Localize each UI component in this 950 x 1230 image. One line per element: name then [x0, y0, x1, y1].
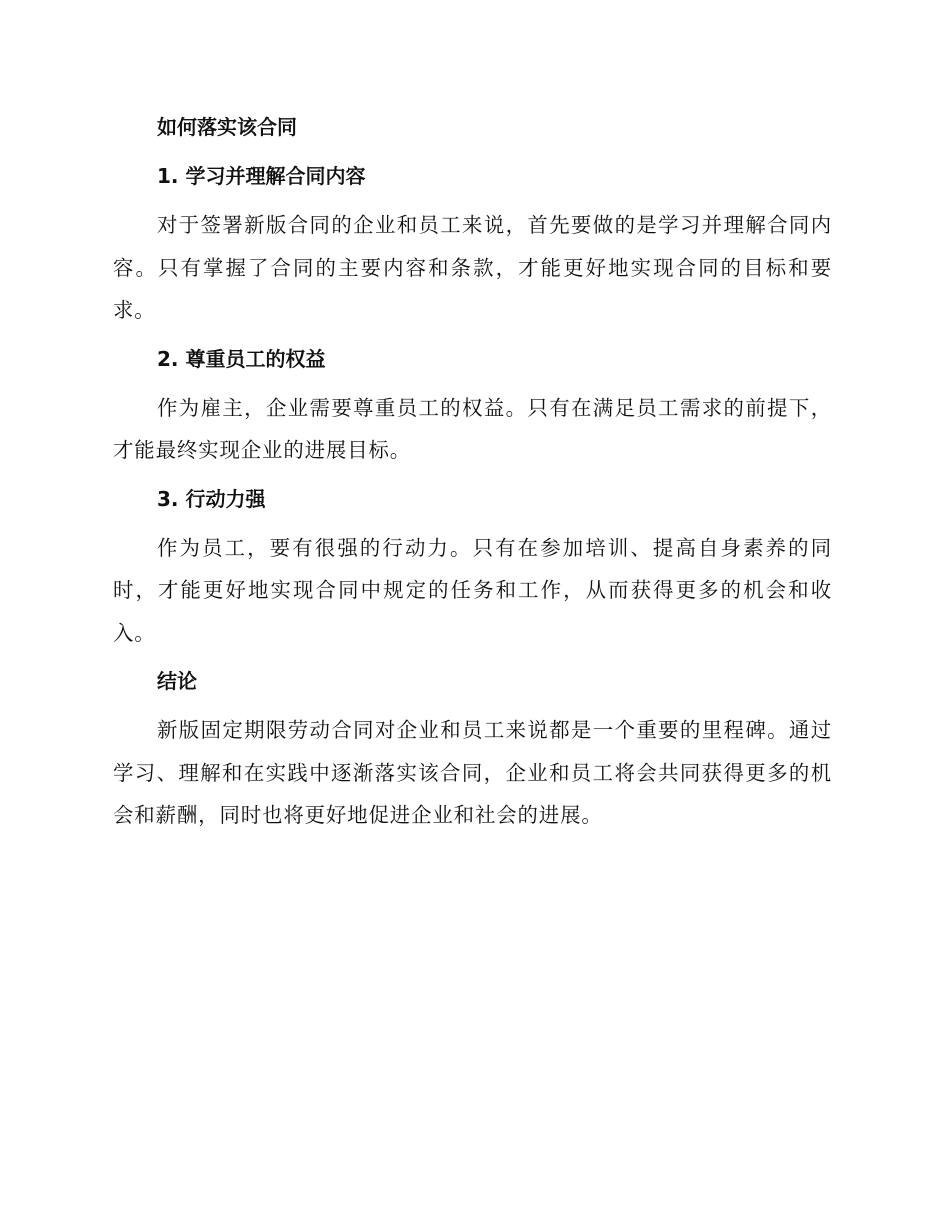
conclusion-heading: 结论: [157, 669, 197, 693]
section-body-3: 作为员工，要有很强的行动力。只有在参加培训、提高自身素养的同时，才能更好地实现合同中规定的任务和工作，从而获得更多的机会和收入。: [113, 535, 832, 645]
section-body-1: 对于签署新版合同的企业和员工来说，首先要做的是学习并理解合同内容。只有掌握了合同的主要内容和条款，才能更好地实现合同的目标和要求。: [113, 213, 832, 322]
section-heading-2: 2. 尊重员工的权益: [157, 346, 326, 371]
section-heading-1: 1. 学习并理解合同内容: [157, 164, 366, 188]
section-heading-3: 3. 行动力强: [157, 486, 266, 511]
conclusion-body: 新版固定期限劳动合同对企业和员工来说都是一个重要的里程碑。通过学习、理解和在实践中逐渐落实该合同，企业和员工将会共同获得更多的机会和薪酬，同时也将更好地促进企业和社会的进展。: [113, 718, 832, 827]
document-title: 如何落实该合同: [157, 115, 297, 139]
section-body-2: 作为雇主，企业需要尊重员工的权益。只有在满足员工需求的前提下，才能最终实现企业的进展目标。: [113, 395, 832, 462]
